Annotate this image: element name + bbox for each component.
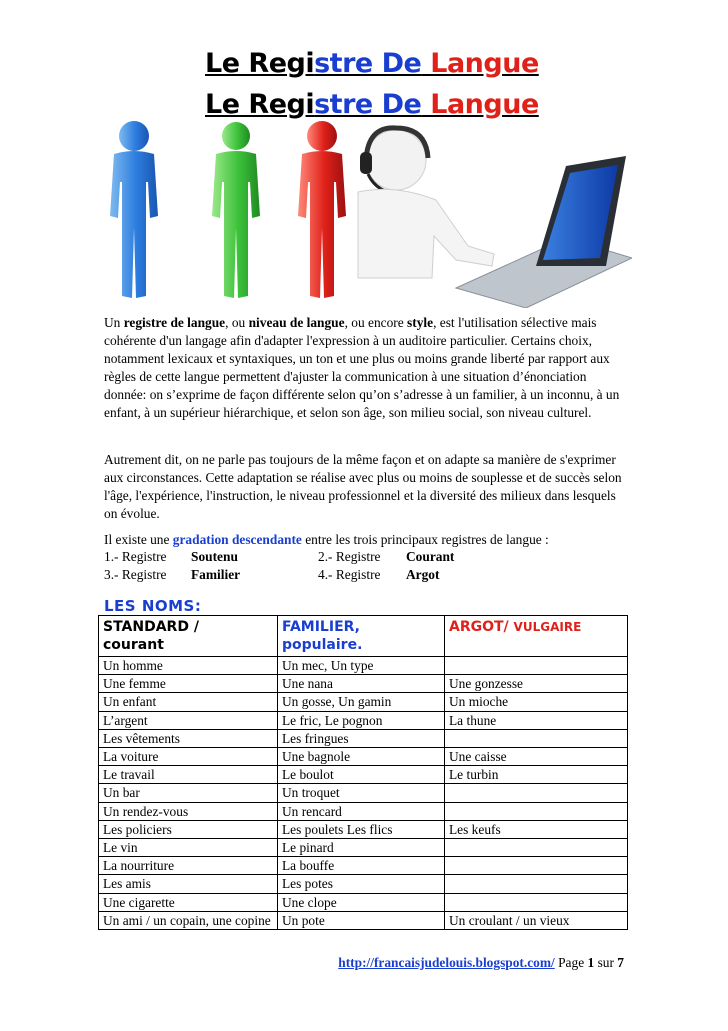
table-row xyxy=(99,657,628,675)
column-header-standard: STANDARD / courant xyxy=(99,616,278,657)
table-cell: La thune xyxy=(445,711,628,729)
table-cell: Le travail xyxy=(99,766,278,784)
table-cell: Les policiers xyxy=(99,820,278,838)
table-cell: Un troquet xyxy=(278,784,445,802)
column-header-familier: FAMILIER, populaire. xyxy=(278,616,445,657)
table-cell xyxy=(445,857,628,875)
table-cell: Un ami / un copain, une copine xyxy=(99,911,278,929)
table-cell: Le pinard xyxy=(278,839,445,857)
table-cell: Un mec, Un type xyxy=(278,657,445,675)
page-title: Le Registre De Langue xyxy=(205,48,539,79)
intro-paragraph: Un registre de langue, ou niveau de langue, ou encore style, est l'utilisation sélective mais cohérente d'un langage afin d'adapter l'expression à un auditoire particulier. Certains choix, notamment lexicaux et syntaxiques, un ton et une plus ou moins grande liberté par rapport aux règles de cette langue permettent d'ajuster la communication à une situation d’énonciation donnée: on s’exprime de façon différente selon qu’on s’adresse à un familier, à un inconnu, à un enfant, à un supérieur hiérarchique, et selon son âge, son milieu social, son niveau culturel. xyxy=(104,315,620,420)
table-cell: La nourriture xyxy=(99,857,278,875)
table-row xyxy=(99,693,628,711)
table-cell: Une gonzesse xyxy=(445,675,628,693)
table-row xyxy=(99,729,628,747)
table-row xyxy=(99,711,628,729)
table-cell: Un mioche xyxy=(445,693,628,711)
page-footer: http://francaisjudelouis.blogspot.com/ Page 1 sur 7 xyxy=(338,955,624,970)
table-cell: Les potes xyxy=(278,875,445,893)
blue-person-icon xyxy=(110,121,158,298)
table-cell: Un rendez-vous xyxy=(99,802,278,820)
table-cell xyxy=(445,893,628,911)
table-cell: Le turbin xyxy=(445,766,628,784)
table-row xyxy=(99,857,628,875)
green-person-icon xyxy=(212,122,260,298)
table-cell xyxy=(445,839,628,857)
table-cell: Un gosse, Un gamin xyxy=(278,693,445,711)
table-cell: Un pote xyxy=(278,911,445,929)
table-cell: Les fringues xyxy=(278,729,445,747)
table-cell: Le vin xyxy=(99,839,278,857)
table-row xyxy=(99,802,628,820)
table-cell: Une femme xyxy=(99,675,278,693)
table-row xyxy=(99,893,628,911)
table-cell: Une clope xyxy=(278,893,445,911)
table-cell xyxy=(445,802,628,820)
column-header-argot: ARGOT/ VULGAIRE xyxy=(445,616,628,657)
table-cell: Un enfant xyxy=(99,693,278,711)
table-cell xyxy=(445,875,628,893)
table-cell xyxy=(445,784,628,802)
table-cell: Le boulot xyxy=(278,766,445,784)
section-title: LES NOMS: xyxy=(104,597,202,615)
table-cell xyxy=(445,729,628,747)
table-cell: Une caisse xyxy=(445,748,628,766)
table-row xyxy=(99,875,628,893)
second-paragraph: Autrement dit, on ne parle pas toujours de la même façon et on adapte sa manière de s'exprimer aux circonstances. Cette adaptation se réalise avec plus ou moins de souplesse et de succès selon l'âge, l'expérience, l'instruction, le niveau professionnel et la diversité des milieux dans lesquels on évolue. xyxy=(104,452,622,521)
table-cell: Une cigarette xyxy=(99,893,278,911)
table-cell: Le fric, Le pognon xyxy=(278,711,445,729)
table-cell: L’argent xyxy=(99,711,278,729)
table-row xyxy=(99,748,628,766)
table-cell: Les poulets Les flics xyxy=(278,820,445,838)
page-title-repeat: Le Registre De Langue xyxy=(205,89,539,120)
vocabulary-table xyxy=(98,615,628,930)
table-cell: Un homme xyxy=(99,657,278,675)
table-row xyxy=(99,911,628,929)
blog-link[interactable]: http://francaisjudelouis.blogspot.com/ xyxy=(338,955,555,970)
table-cell: Les vêtements xyxy=(99,729,278,747)
table-cell: Les amis xyxy=(99,875,278,893)
table-cell: La bouffe xyxy=(278,857,445,875)
table-row xyxy=(99,766,628,784)
table-cell: Les keufs xyxy=(445,820,628,838)
table-row xyxy=(99,784,628,802)
table-row xyxy=(99,820,628,838)
table-row xyxy=(99,839,628,857)
table-cell: Une nana xyxy=(278,675,445,693)
red-person-icon xyxy=(298,121,346,298)
headset-user-laptop-icon xyxy=(358,128,632,308)
table-cell: Un bar xyxy=(99,784,278,802)
table-row xyxy=(99,675,628,693)
table-cell: Un rencard xyxy=(278,802,445,820)
table-cell xyxy=(445,657,628,675)
table-cell: Une bagnole xyxy=(278,748,445,766)
hero-illustration xyxy=(96,118,632,308)
table-cell: Un croulant / un vieux xyxy=(445,911,628,929)
table-cell: La voiture xyxy=(99,748,278,766)
gradation-paragraph: Il existe une gradation descendante entre les trois principaux registres de langue : xyxy=(104,532,549,547)
